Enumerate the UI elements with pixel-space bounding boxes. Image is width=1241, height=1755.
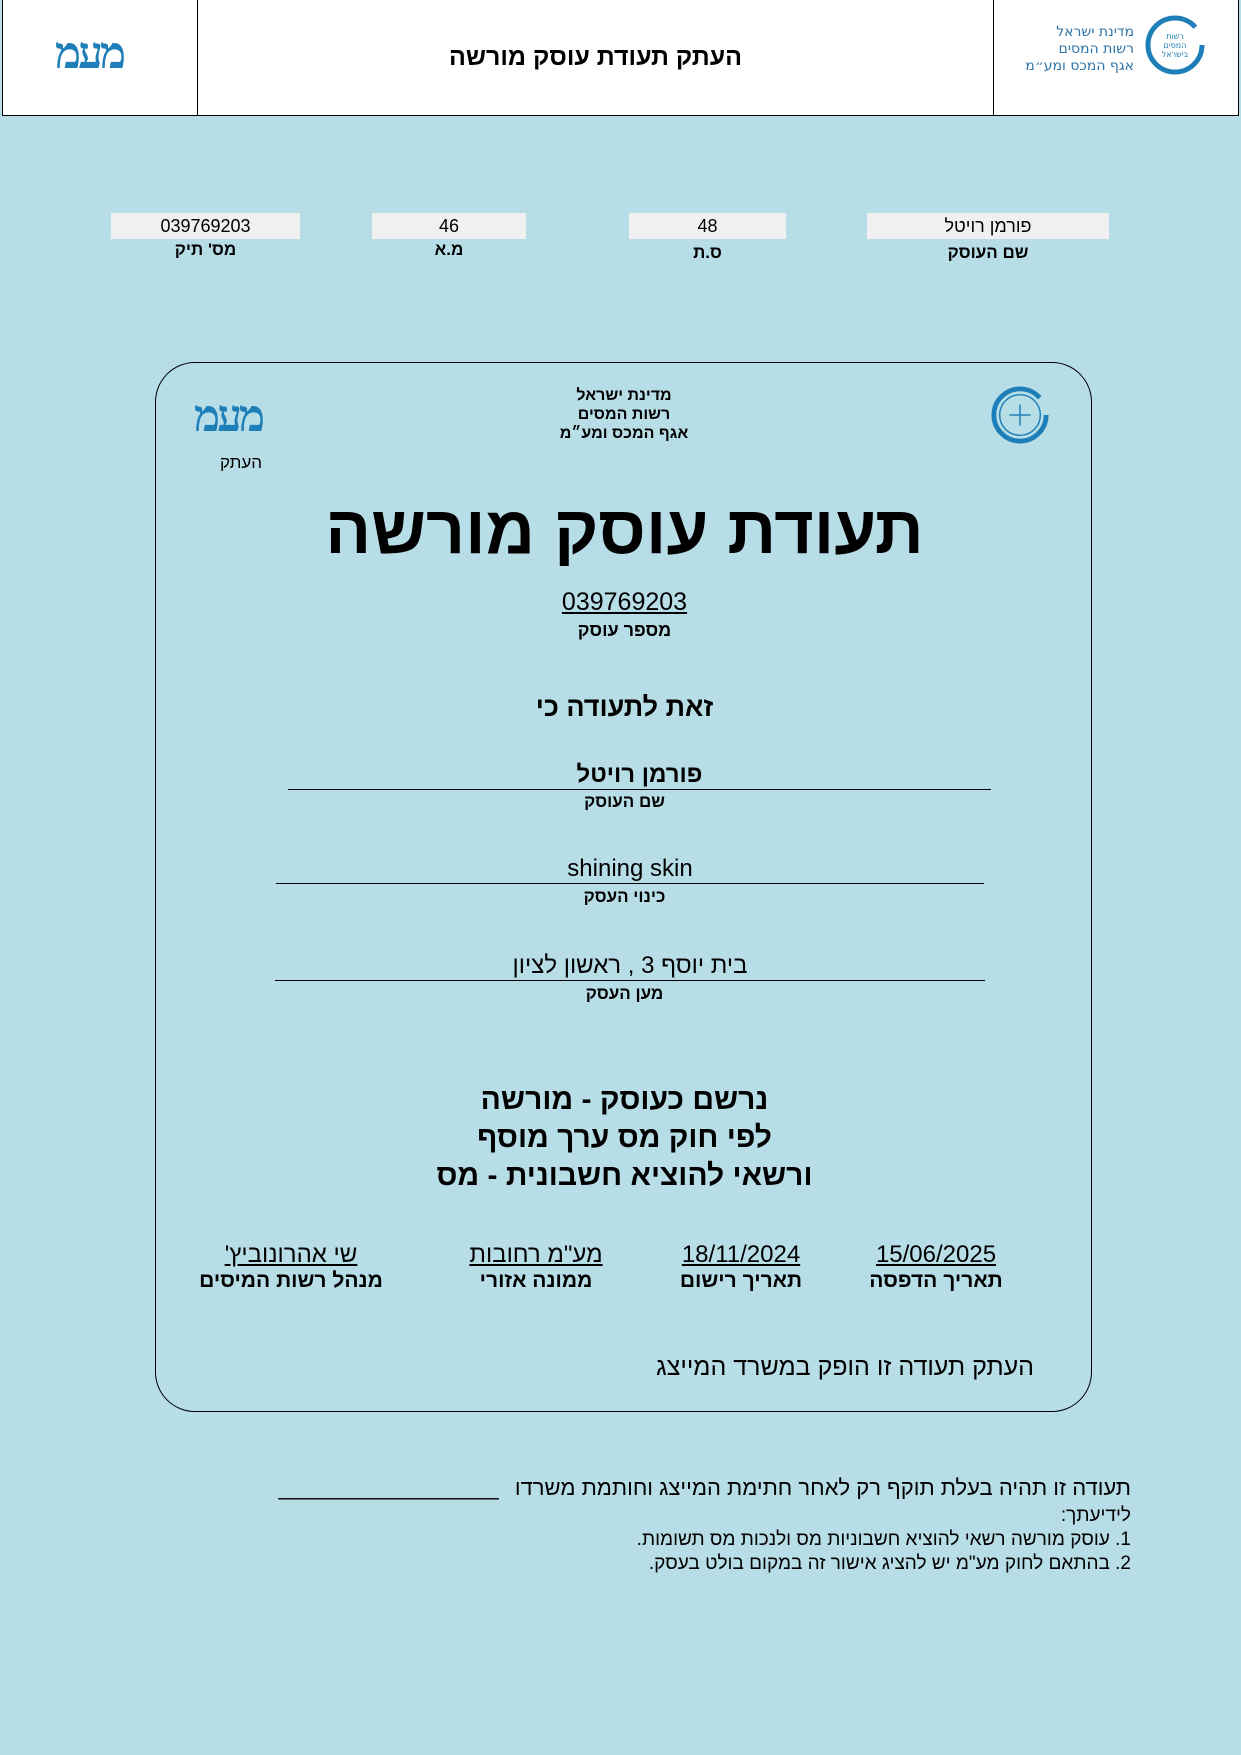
- dealer-name-label: שם העוסק: [584, 792, 665, 811]
- dealer-number-label: מספר עוסק: [577, 620, 672, 640]
- authority-block: [1025, 24, 1134, 75]
- authority-line-3: אגף המכס ומע״מ: [1025, 58, 1134, 74]
- emblem-line-1: רשות: [1166, 32, 1184, 41]
- registration-statement: [156, 1081, 1093, 1195]
- file-number-field-label: מס' תיק: [174, 240, 237, 259]
- dealer-name-value: פורמן רויטל: [288, 761, 991, 790]
- dealer-number: 039769203: [561, 588, 688, 616]
- cert-authority-line-1: מדינת ישראל: [576, 387, 672, 404]
- certificate-authority-block: [524, 386, 724, 443]
- certificate-maam-logo: [194, 391, 262, 442]
- notice-block: [637, 1504, 1131, 1576]
- tax-authority-emblem-icon: [1144, 14, 1206, 76]
- business-address-label: מען העסק: [585, 984, 664, 1003]
- regional-manager-value: מע"מ רחובות: [469, 1241, 603, 1268]
- emblem-line-3: בישראל: [1161, 50, 1189, 59]
- business-alias-value: shining skin: [276, 855, 984, 884]
- statement-line-3: ורשאי להוציא חשבונית - מס: [436, 1159, 813, 1192]
- copy-note: העתק תעודה זו הופק במשרד המייצג: [656, 1353, 1034, 1381]
- print-date-label: תאריך הדפסה: [869, 1269, 1003, 1292]
- dealer-name-field-label: שם העוסק: [947, 243, 1029, 262]
- ma-field: 46: [372, 213, 526, 239]
- certificate-emblem-icon: [990, 385, 1050, 445]
- header-authority-cell: [993, 0, 1238, 115]
- page-header: [2, 0, 1239, 116]
- file-number-field: 039769203: [111, 213, 300, 239]
- statement-line-1: נרשם כעוסק - מורשה: [480, 1083, 769, 1116]
- st-field: 48: [629, 213, 786, 239]
- dealer-name-field: פורמן רויטל: [867, 213, 1109, 239]
- ma-field-label: מ.א: [434, 240, 464, 259]
- regional-manager-label: ממונה אזורי: [479, 1269, 593, 1292]
- registration-date-label: תאריך רישום: [679, 1269, 803, 1292]
- tax-director-block: [186, 1241, 396, 1293]
- notice-label: לידיעתך:: [1060, 1505, 1131, 1526]
- business-address-value: בית יוסף 3 , ראשון לציון: [275, 952, 985, 981]
- validity-line: [278, 1475, 1131, 1501]
- cert-authority-line-2: רשות המסים: [577, 406, 671, 423]
- tax-director-value: שי אהרונוביץ': [224, 1241, 358, 1268]
- certificate-title: תעודת עוסק מורשה: [325, 492, 924, 568]
- maam-logo-text: מעמ: [55, 28, 124, 79]
- registration-date-block: [656, 1241, 826, 1293]
- notice-item-1: 1. עוסק מורשה רשאי להוציא חשבוניות מס ולנכות מס תשומות.: [636, 1529, 1131, 1550]
- certificate-maam-logo-text: מעמ: [194, 391, 263, 442]
- st-field-label: ס.ת: [693, 243, 722, 262]
- notice-item-2: 2. בהתאם לחוק מע"מ יש להציג אישור זה במקום בולט בעסק.: [648, 1553, 1131, 1574]
- tax-director-label: מנהל רשות המיסים: [199, 1269, 383, 1292]
- certify-text: זאת לתעודה כי: [535, 692, 714, 722]
- cert-authority-line-3: אגף המכס ומע״מ: [559, 425, 689, 442]
- authority-line-1: מדינת ישראל: [1056, 24, 1134, 40]
- regional-manager-block: [446, 1241, 626, 1293]
- emblem-line-2: המסים: [1163, 41, 1187, 50]
- registration-date-value: 18/11/2024: [681, 1241, 801, 1268]
- statement-line-2: לפי חוק מס ערך מוסף: [477, 1121, 772, 1154]
- print-date-value: 15/06/2025: [875, 1241, 997, 1268]
- business-alias-label: כינוי העסק: [583, 887, 666, 906]
- print-date-block: [856, 1241, 1016, 1293]
- page-title: העתק תעודת עוסק מורשה: [448, 43, 743, 71]
- maam-logo: [55, 28, 123, 79]
- certificate-card: [155, 362, 1092, 1412]
- signature-blank: __________________: [278, 1475, 499, 1500]
- header-title-cell: [198, 0, 993, 115]
- header-logo-cell: [3, 0, 198, 115]
- authority-line-2: רשות המסים: [1058, 41, 1134, 57]
- copy-label: העתק: [219, 453, 263, 472]
- validity-text: תעודה זו תהיה בעלת תוקף רק לאחר חתימת המייצג וחותמת משרדו: [514, 1475, 1131, 1500]
